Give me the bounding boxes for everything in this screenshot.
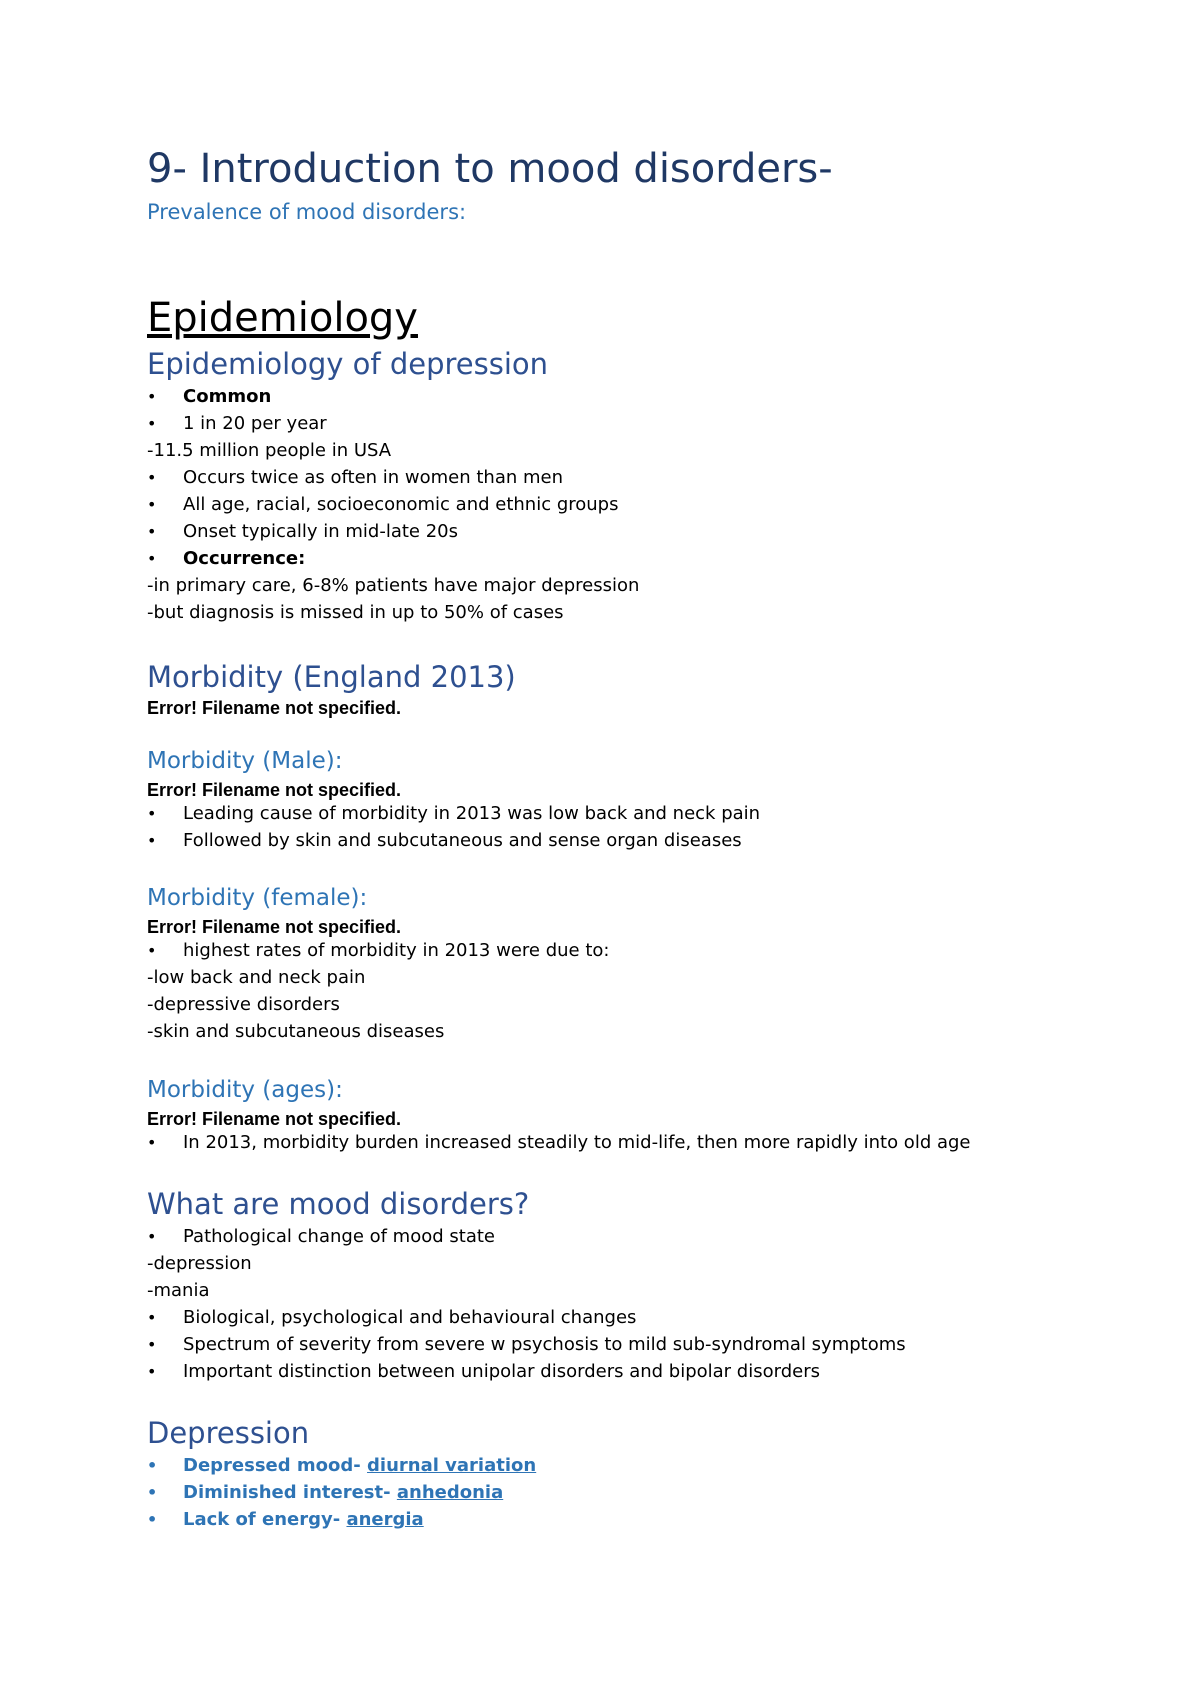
bullet-icon: •: [147, 941, 157, 960]
bullet-icon: •: [147, 831, 157, 850]
bullet-icon: •: [147, 1510, 158, 1529]
bullet-icon: •: [147, 414, 157, 433]
error-message: Error! Filename not specified.: [147, 698, 402, 718]
list-item: • Common: [147, 384, 271, 410]
bullet-icon: •: [147, 495, 157, 514]
list-item: • Onset typically in mid-late 20s: [147, 519, 458, 545]
document-title: 9- Introduction to mood disorders-: [147, 146, 833, 192]
list-item: -11.5 million people in USA: [147, 440, 392, 461]
list-item: • highest rates of morbidity in 2013 were due to:: [147, 938, 609, 964]
bullet-icon: •: [147, 549, 157, 568]
heading-morbidity-female: Morbidity (female):: [147, 885, 368, 911]
list-item: • Pathological change of mood state: [147, 1224, 495, 1250]
list-item: -in primary care, 6-8% patients have major depression: [147, 575, 640, 596]
heading-morbidity-ages: Morbidity (ages):: [147, 1077, 343, 1103]
link-anhedonia[interactable]: anhedonia: [396, 1482, 504, 1503]
list-item: • Important distinction between unipolar disorders and bipolar disorders: [147, 1359, 820, 1385]
heading-morbidity-male: Morbidity (Male):: [147, 748, 343, 774]
heading-epidemiology: Epidemiology: [147, 295, 418, 341]
bullet-icon: •: [147, 1308, 157, 1327]
list-item: • Occurs twice as often in women than men: [147, 465, 563, 491]
bullet-icon: •: [147, 1335, 157, 1354]
list-item: • Lack of energy- anergia: [147, 1507, 424, 1533]
list-item: • Leading cause of morbidity in 2013 was low back and neck pain: [147, 801, 760, 827]
list-item: -but diagnosis is missed in up to 50% of cases: [147, 602, 564, 623]
list-item: -mania: [147, 1280, 210, 1301]
list-item: • Spectrum of severity from severe w psychosis to mild sub-syndromal symptoms: [147, 1332, 906, 1358]
list-item: • All age, racial, socioeconomic and ethnic groups: [147, 492, 618, 518]
list-item: • Diminished interest- anhedonia: [147, 1480, 503, 1506]
subtitle-prevalence: Prevalence of mood disorders:: [147, 200, 467, 224]
list-item: -low back and neck pain: [147, 967, 366, 988]
bullet-icon: •: [147, 1483, 158, 1502]
list-item: • 1 in 20 per year: [147, 411, 327, 437]
link-diurnal-variation[interactable]: diurnal variation: [367, 1455, 537, 1476]
list-item: • Followed by skin and subcutaneous and sense organ diseases: [147, 828, 742, 854]
list-item: • Biological, psychological and behavioural changes: [147, 1305, 636, 1331]
list-item: • In 2013, morbidity burden increased steadily to mid-life, then more rapidly into old age: [147, 1130, 971, 1156]
link-anergia[interactable]: anergia: [346, 1509, 424, 1530]
bullet-icon: •: [147, 1362, 157, 1381]
list-item: • Depressed mood- diurnal variation: [147, 1453, 536, 1479]
error-message: Error! Filename not specified.: [147, 1109, 402, 1129]
heading-depression: Depression: [147, 1416, 310, 1450]
error-message: Error! Filename not specified.: [147, 780, 402, 800]
list-item: -skin and subcutaneous diseases: [147, 1021, 445, 1042]
heading-what-are-mood-disorders: What are mood disorders?: [147, 1187, 530, 1221]
heading-epidemiology-of-depression: Epidemiology of depression: [147, 347, 549, 381]
bullet-icon: •: [147, 1227, 157, 1246]
list-item: -depression: [147, 1253, 252, 1274]
error-message: Error! Filename not specified.: [147, 917, 402, 937]
list-item: -depressive disorders: [147, 994, 340, 1015]
bullet-icon: •: [147, 804, 157, 823]
list-item: • Occurrence:: [147, 546, 305, 572]
bullet-icon: •: [147, 468, 157, 487]
heading-morbidity-england: Morbidity (England 2013): [147, 660, 516, 694]
bullet-icon: •: [147, 387, 157, 406]
bullet-icon: •: [147, 522, 157, 541]
bullet-icon: •: [147, 1456, 158, 1475]
bullet-icon: •: [147, 1133, 157, 1152]
